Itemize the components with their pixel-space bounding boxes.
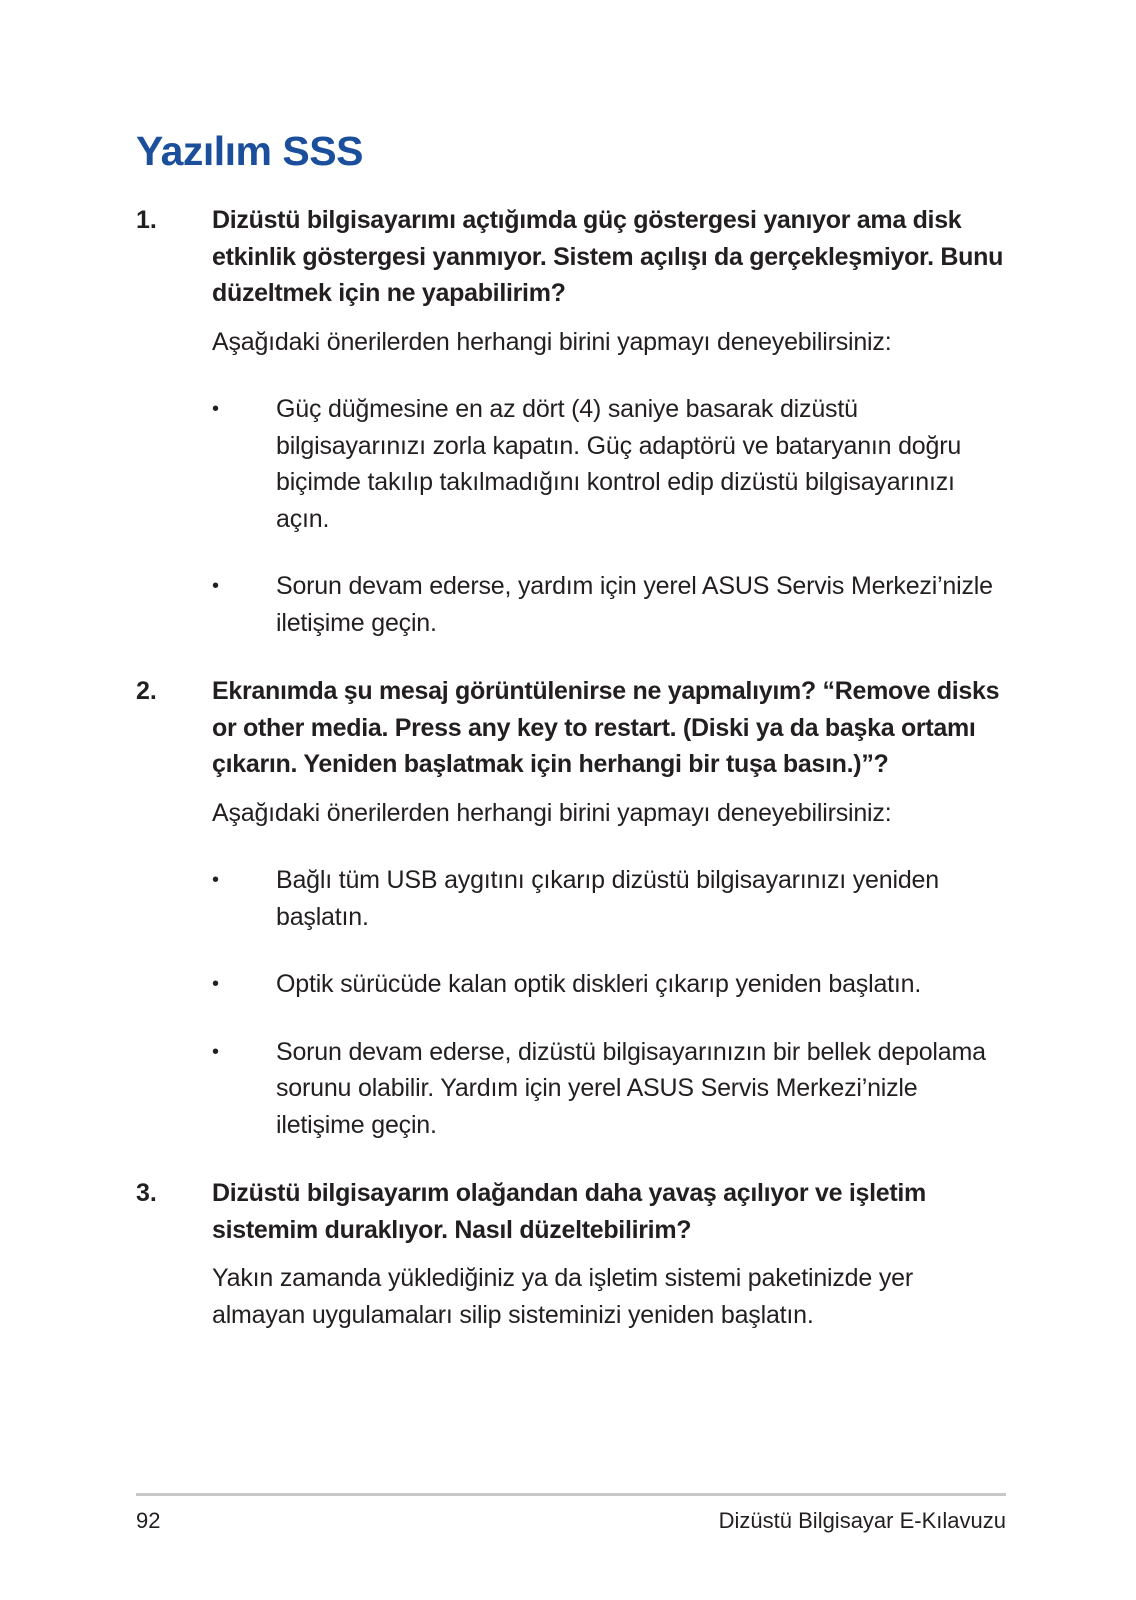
manual-title: Dizüstü Bilgisayar E-Kılavuzu (718, 1508, 1006, 1533)
bullet-text: Sorun devam ederse, yardım için yerel ASUS Servis Merkezi’nizle iletişime geçin. (276, 572, 993, 637)
question-number: 3. (136, 1179, 157, 1207)
question-text: Dizüstü bilgisayarımı açtığımda güç göstergesi yanıyor ama disk etkinlik göstergesi yanmıyor. Sistem açılışı da gerçekleşmiyor. Bunu düzeltmek için ne yapabilirim? (212, 206, 1004, 307)
answer-bullets (212, 862, 1006, 1143)
answer-bullet (212, 966, 1006, 1003)
bullet-text: Sorun devam ederse, dizüstü bilgisayarınızın bir bellek depolama sorunu olabilir. Yardım için yerel ASUS Servis Merkezi’nizle iletişime geçin. (276, 1037, 986, 1139)
answer-text: Yakın zamanda yüklediğiniz ya da işletim sistemi paketinizde yer almayan uygulamaları silip sisteminizi yeniden başlatın. (212, 1264, 913, 1329)
bullet-text: Bağlı tüm USB aygıtını çıkarıp dizüstü bilgisayarınızı yeniden başlatın. (276, 866, 939, 931)
faq-item-3 (136, 1175, 1006, 1333)
answer-bullet (212, 1034, 1006, 1144)
bullet-text: Optik sürücüde kalan optik diskleri çıkarıp yeniden başlatın. (276, 970, 922, 998)
answer-bullets (212, 391, 1006, 641)
faq-item-1 (136, 202, 1006, 641)
bullet-icon: • (212, 398, 219, 420)
bullet-icon: • (212, 869, 219, 891)
question-number: 2. (136, 677, 157, 705)
question-text: Dizüstü bilgisayarım olağandan daha yavaş açılıyor ve işletim sistemim duraklıyor. Nasıl düzeltebilirim? (212, 1179, 926, 1244)
answer-bullet (212, 568, 1006, 641)
page-title: Yazılım SSS (136, 128, 363, 174)
page-number: 92 (136, 1508, 161, 1533)
answer-intro: Aşağıdaki önerilerden herhangi birini yapmayı deneyebilirsiniz: (212, 327, 892, 356)
question-text: Ekranımda şu mesaj görüntülenirse ne yapmalıyım? “Remove disks or other media. Press any key to restart. (Diski ya da başka ortamı çıkarın. Yeniden başlatmak için herhangi bir tuşa basın.)”? (212, 677, 1000, 778)
bullet-text: Güç düğmesine en az dört (4) saniye basarak dizüstü bilgisayarınızı zorla kapatın. Güç adaptörü ve bataryanın doğru biçimde takılıp takılmadığını kontrol edip dizüstü bilgisayarınızı açın. (276, 395, 962, 533)
bullet-icon: • (212, 1040, 219, 1063)
answer-bullet (212, 862, 1006, 935)
faq-item-2 (136, 673, 1006, 1143)
bullet-icon: • (212, 575, 219, 597)
answer-bullet (212, 391, 1006, 537)
answer-intro: Aşağıdaki önerilerden herhangi birini yapmayı deneyebilirsiniz: (212, 798, 892, 827)
bullet-icon: • (212, 973, 219, 995)
footer-divider (136, 1493, 1006, 1496)
question-number: 1. (136, 206, 157, 234)
faq-list (136, 202, 1006, 1333)
